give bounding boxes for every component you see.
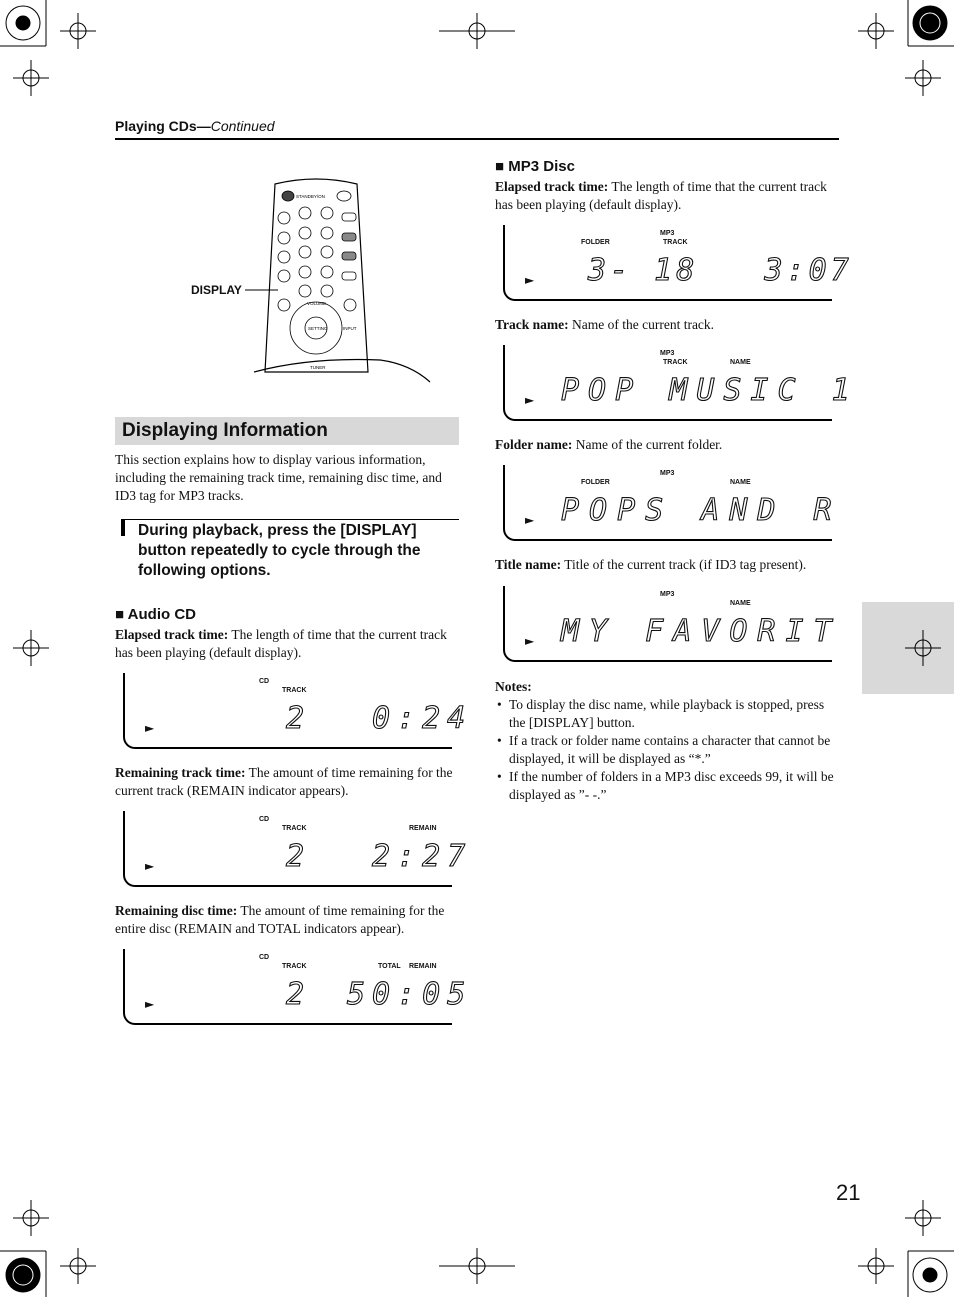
remote-illustration <box>180 172 460 387</box>
notes-heading: Notes: <box>495 679 532 694</box>
lcd-indicator: MP3 <box>660 230 675 237</box>
lcd-indicator: REMAIN <box>409 825 437 832</box>
play-icon: ► <box>525 393 535 407</box>
note-item: • If the number of folders in a MP3 disc exceeds 99, it will be displayed as ”- -.” <box>495 768 838 804</box>
lcd-track: 2 <box>286 839 312 874</box>
lcd-mp3-folder-name <box>503 465 842 541</box>
lcd-indicator: TRACK <box>282 963 307 970</box>
header-title: Playing CDs— <box>115 118 211 134</box>
lcd-cd-remain <box>123 811 473 887</box>
mp3-folder-term: Folder name: <box>495 437 573 452</box>
play-icon: ► <box>145 997 155 1011</box>
mp3-folder-text: Name of the current folder. <box>572 437 723 452</box>
notes-list <box>495 696 838 804</box>
play-icon: ► <box>145 721 155 735</box>
lcd-indicator: MP3 <box>660 350 675 357</box>
cd-elapsed-text: The length of time that the current track has been playing (default display). <box>115 627 447 660</box>
lcd-mp3-title-name <box>503 586 842 662</box>
mp3-heading: ■ MP3 Disc <box>495 158 575 175</box>
lcd-indicator: TRACK <box>282 825 307 832</box>
mp3-elapsed-text: The length of time that the current track has been playing (default display). <box>495 179 827 212</box>
play-icon: ► <box>525 513 535 527</box>
lcd-indicator: TRACK <box>663 359 688 366</box>
section-title: Displaying Information <box>115 417 459 445</box>
step-number-1 <box>121 519 125 536</box>
page-number: 21 <box>836 1180 861 1205</box>
mp3-folder-desc <box>495 436 840 454</box>
remote-setting-label: SETTING <box>308 326 328 331</box>
cd-remain-text: The amount of time remaining for the current track (REMAIN indicator appears). <box>115 765 453 798</box>
lcd-text: MY FAVORIT <box>561 614 842 649</box>
remote-volume-label: VOLUME <box>307 301 327 306</box>
lcd-mp3-track-name <box>503 345 859 421</box>
remote-control-icon <box>180 172 460 387</box>
display-callout-label: DISPLAY <box>191 283 242 297</box>
mp3-track-text: Name of the current track. <box>568 317 715 332</box>
mp3-track-desc <box>495 316 840 334</box>
lcd-track: 2 <box>286 977 312 1012</box>
play-icon: ► <box>525 634 535 648</box>
lcd-indicator: TRACK <box>663 239 688 246</box>
play-icon: ► <box>525 273 535 287</box>
cd-remain-term: Remaining track time: <box>115 765 246 780</box>
side-tab <box>862 602 954 694</box>
mp3-elapsed-desc <box>495 178 840 214</box>
notes <box>495 678 838 804</box>
lcd-indicator: NAME <box>730 359 751 366</box>
lcd-time: 50:05 <box>347 977 473 1012</box>
lcd-indicator: MP3 <box>660 470 675 477</box>
note-item: • If a track or folder name contains a character that cannot be displayed, it will be displayed as “*.” <box>495 732 838 768</box>
running-header <box>115 118 275 134</box>
cd-remain-desc <box>115 764 460 800</box>
mp3-elapsed-term: Elapsed track time: <box>495 179 609 194</box>
header-continued: Continued <box>210 118 275 134</box>
section-intro: This section explains how to display various information, including the remaining track time, remaining disc time, and ID3 tag for MP3 tracks. <box>115 452 442 503</box>
lcd-time: 2:27 <box>372 839 473 874</box>
remote-input-label: INPUT <box>343 326 357 331</box>
sunburst-mark-tl <box>6 6 40 40</box>
lcd-indicator: CD <box>259 678 270 685</box>
lcd-cd-elapsed <box>123 673 473 749</box>
cd-elapsed-desc <box>115 626 460 662</box>
audio-cd-heading: ■ Audio CD <box>115 606 196 623</box>
mp3-heading-text: MP3 Disc <box>508 158 575 175</box>
cd-disc-text: The amount of time remaining for the entire disc (REMAIN and TOTAL indicators appear). <box>115 903 445 936</box>
lcd-indicator: TOTAL <box>378 963 401 970</box>
lcd-indicator: REMAIN <box>409 963 437 970</box>
lcd-indicator: NAME <box>730 600 751 607</box>
lcd-indicator: TRACK <box>282 687 307 694</box>
lcd-indicator: NAME <box>730 479 751 486</box>
audio-cd-heading-text: Audio CD <box>127 606 196 623</box>
play-icon: ► <box>145 859 155 873</box>
lcd-mp3-elapsed <box>503 225 853 301</box>
note-item: • To display the disc name, while playback is stopped, press the [DISPLAY] button. <box>495 696 838 732</box>
lcd-text: 3- 18 3:07 <box>588 253 853 288</box>
cd-elapsed-term: Elapsed track time: <box>115 627 229 642</box>
lcd-time: 0:24 <box>372 701 473 736</box>
mp3-title-desc <box>495 556 840 574</box>
lcd-indicator: CD <box>259 816 270 823</box>
remote-tuner-label: TUNER <box>310 365 326 370</box>
lcd-cd-disc <box>123 949 473 1025</box>
mp3-title-text: Title of the current track (if ID3 tag present). <box>561 557 807 572</box>
cd-disc-term: Remaining disc time: <box>115 903 238 918</box>
lcd-indicator: FOLDER <box>581 239 610 246</box>
lcd-text: POP MUSIC 1 <box>561 373 859 408</box>
step-rule <box>125 519 459 520</box>
mp3-title-term: Title name: <box>495 557 562 572</box>
lcd-indicator: CD <box>259 954 270 961</box>
lcd-text: POPS AND R <box>561 493 842 528</box>
lcd-indicator: FOLDER <box>581 479 610 486</box>
cd-disc-desc <box>115 902 460 938</box>
header-rule <box>115 138 839 140</box>
lcd-track: 2 <box>286 701 312 736</box>
remote-standby-label: STANDBY/ON <box>296 194 325 199</box>
lcd-indicator: MP3 <box>660 591 675 598</box>
mp3-track-term: Track name: <box>495 317 569 332</box>
step-instruction: During playback, press the [DISPLAY] button repeatedly to cycle through the following options. <box>138 522 421 579</box>
